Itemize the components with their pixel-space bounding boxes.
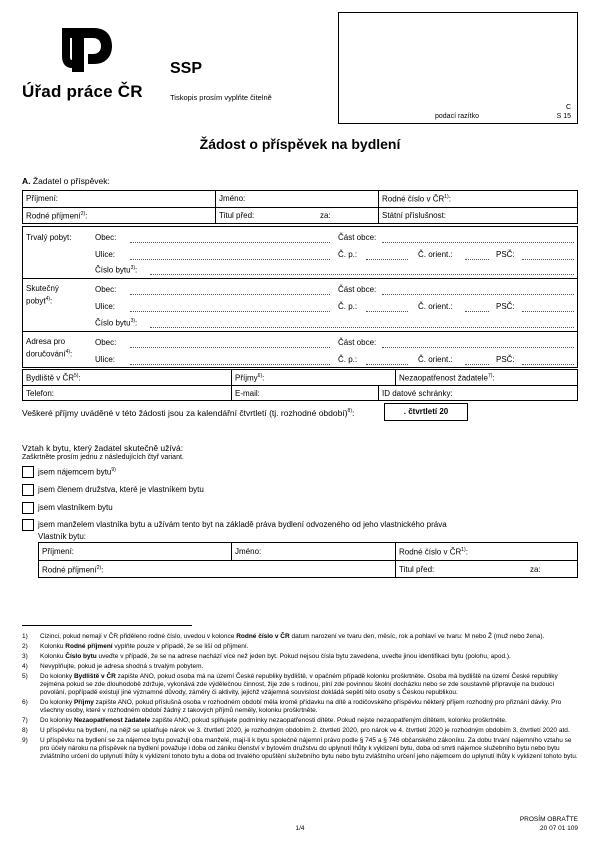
email-field[interactable]: E-mail: xyxy=(235,389,260,398)
city-label: Obec: xyxy=(95,285,117,294)
footnote: 5) Do kolonky Bydliště v ČR zapište ANO, pokud osoba má na území České republiky bydliště, v opačném případě kolonku proškrtněte. Osoba má bydliště na území České republiky zejména pokud se zde dlouhodobě zdržuje, vykonává zde výdělečnou činnost, žije zde s rodinou, plní zde povinnou školní docházku nebo se zde soustavně připravuje na budoucí povolání, popřípadě existují jiné významné důvody, záměry či aktivity, jejichž vzájemná souvislost dokládá sepětí této osoby s Českou republikou. xyxy=(22,673,558,696)
relation-title: Vztah k bytu, který žadatel skutečně užívá: xyxy=(22,443,184,453)
stamp-box xyxy=(338,12,578,124)
co-label: Č. orient.: xyxy=(418,250,453,259)
psc-label: PSČ: xyxy=(496,355,515,364)
option-coop-checkbox[interactable] xyxy=(22,484,34,496)
page-title: Žádost o příspěvek na bydlení xyxy=(199,136,401,152)
street-label: Ulice: xyxy=(95,250,116,259)
footnote: 1) Cizinci, pokud nemají v ČR přiděleno rodné číslo, uvedou v kolonce Rodné číslo v ČR datum narození ve tvaru den, měsíc, rok a pohlaví ve tvaru: M nebo Ž (muž nebo žena). xyxy=(22,633,545,640)
actual-address-label: Skutečný pobyt$^{4)}$: xyxy=(26,284,59,306)
co-label: Č. orient.: xyxy=(418,355,453,364)
city-part-label: Část obce: xyxy=(338,285,377,294)
cp-input[interactable] xyxy=(366,311,408,312)
owner-title-before-field[interactable]: Titul před: xyxy=(399,565,435,574)
owner-title-after-field[interactable]: za: xyxy=(530,565,541,574)
option-coop-label: jsem členem družstva, které je vlastníkem bytu xyxy=(38,485,204,494)
footnote: 3) Kolonku Číslo bytu uveďte v případě, že se na adrese nachází více než jeden byt. Pokud nejsou čísla bytu zavedena, uveďte jinou identifikaci bytu (polohu, apod.). xyxy=(22,653,511,660)
flat-number-label: Číslo bytu$^{3)}$: xyxy=(95,265,138,275)
income-period-text: Veškeré příjmy uváděné v této žádosti jsou za kalendářní čtvrtletí (tj. rozhodné období)$^{8)}$: xyxy=(22,408,355,418)
owner-birth-number-field[interactable]: Rodné číslo v ČR$^{1)}$: xyxy=(399,547,468,557)
co-input[interactable] xyxy=(465,259,489,260)
footnote: 8) U příspěvku na bydlení, na nějž se uplatňuje nárok ve 3. čtvrtletí 2020, je rozhodným obdobím 2. čtvrtletí 2020, pro nárok ve 4. čtvrtletí 2020 je rozhodným obdobím 3. čtvrtletí 2020 atd. xyxy=(22,727,570,734)
street-input[interactable] xyxy=(130,259,330,260)
stamp-c: C xyxy=(565,104,571,111)
delivery-address-label: Adresa pro doručování$^{4)}$: xyxy=(26,337,73,359)
psc-input[interactable] xyxy=(522,311,574,312)
city-input[interactable] xyxy=(130,347,330,348)
co-input[interactable] xyxy=(465,311,489,312)
page-number: 1/4 xyxy=(295,825,305,832)
psc-input[interactable] xyxy=(522,259,574,260)
footnote: 4) Nevyplňujte, pokud je adresa shodná s trvalým pobytem. xyxy=(22,663,204,670)
footnote: 2) Kolonku Rodné příjmení vyplňte pouze v případě, že se liší od příjmení. xyxy=(22,643,249,650)
flat-number-input[interactable] xyxy=(150,327,574,328)
street-label: Ulice: xyxy=(95,302,116,311)
option-spouse-checkbox[interactable] xyxy=(22,519,34,531)
flat-number-label: Číslo bytu$^{3)}$: xyxy=(95,318,138,328)
birth-number-field[interactable]: Rodné číslo v ČR$^{1)}$: xyxy=(382,194,451,204)
footnote: 7) Do kolonky Nezaopatřenost žadatele zapište ANO, pokud splňujete podmínky nezaopatřenosti dítěte. Pokud nejste nezaopatřeným dítětem, kolonku proškrtněte. xyxy=(22,717,507,724)
cp-label: Č. p.: xyxy=(338,302,358,311)
section-a-title: A. Žadatel o příspěvek: xyxy=(22,176,110,186)
city-input[interactable] xyxy=(130,294,330,295)
co-input[interactable] xyxy=(465,364,489,365)
city-label: Obec: xyxy=(95,233,117,242)
relation-hint: Zaškrtněte prosím jednu z následujících čtyř variant. xyxy=(22,454,184,461)
citizenship-field[interactable]: Státní příslušnost: xyxy=(382,211,447,220)
living-cz-field[interactable]: Bydliště v ČR$^{5)}$: xyxy=(26,373,81,383)
cp-input[interactable] xyxy=(366,364,408,365)
stamp-label: podací razítko xyxy=(435,113,479,120)
up-cr-logo xyxy=(58,24,114,76)
option-tenant-label: jsem nájemcem bytu$^{9)}$ xyxy=(38,467,116,477)
city-part-input[interactable] xyxy=(382,294,574,295)
form-code: SSP xyxy=(170,60,203,77)
owner-birth-surname-field[interactable]: Rodné příjmení$^{2)}$: xyxy=(42,565,104,575)
street-label: Ulice: xyxy=(95,355,116,364)
footnotes xyxy=(22,633,578,763)
document-number: 20 07 01 109 xyxy=(540,825,578,832)
print-hint: Tiskopis prosím vyplňte čitelně xyxy=(170,93,272,102)
cp-label: Č. p.: xyxy=(338,355,358,364)
cp-label: Č. p.: xyxy=(338,250,358,259)
dependency-field[interactable]: Nezaopatřenost žadatele$^{7)}$: xyxy=(399,373,495,383)
option-tenant-checkbox[interactable] xyxy=(22,466,34,478)
city-part-label: Část obce: xyxy=(338,233,377,242)
footnote: 9) U příspěvku na bydlení se za nájemce bytu považují oba manželé, mají-li k bytu společné nájemní právo podle § 745 a § 746 občanského zákoníku. Za dobu trvání nájemního vztahu se pro účely nároku na příspěvek na bydlení považuje i doba od zániku členství v bytovém družstvu do uplynutí lhůty k vyklizení bytu, doba od smrti nájemce služebního bytu nebo bytu zvláštního určení do uplynutí lhůty k vyklizení tohoto bytu a doba od trvalého opuštění služebního bytu nebo bytu zvláštního určení jeho nájemcem do uplynutí lhůty k vyklizení tohoto bytu. xyxy=(22,737,578,760)
city-input[interactable] xyxy=(130,242,330,243)
birth-surname-field[interactable]: Rodné příjmení$^{2)}$: xyxy=(26,211,88,221)
owner-name-field[interactable]: Jméno: xyxy=(235,547,262,556)
owner-title: Vlastník bytu: xyxy=(38,532,87,541)
option-spouse-label: jsem manželem vlastníka bytu a užívám tento byt na základě práva bydlení odvozeného od jeho vlastnického práva xyxy=(38,520,447,529)
agency-name: Úřad práce ČR xyxy=(22,82,143,101)
stamp-code: S 15 xyxy=(556,113,571,120)
street-input[interactable] xyxy=(130,311,330,312)
income-field[interactable]: Příjmy$^{6)}$: xyxy=(235,373,265,383)
cp-input[interactable] xyxy=(366,259,408,260)
city-label: Obec: xyxy=(95,338,117,347)
owner-surname-field[interactable]: Příjmení: xyxy=(42,547,75,556)
psc-input[interactable] xyxy=(522,364,574,365)
title-before-field[interactable]: Titul před: xyxy=(219,211,255,220)
city-part-input[interactable] xyxy=(382,242,574,243)
name-field[interactable]: Jméno: xyxy=(219,194,246,203)
option-owner-label: jsem vlastníkem bytu xyxy=(38,503,113,512)
quarter-input[interactable]: . čtvrtletí 20 xyxy=(384,403,468,421)
street-input[interactable] xyxy=(130,364,330,365)
flat-number-input[interactable] xyxy=(150,274,574,275)
footnote: 6) Do kolonky Příjmy zapište ANO, pokud příslušná osoba v rozhodném období měla kromě přídavku na dítě a rodičovského příspěvku některý příjem rozhodný pro přiznání dávky. Pro všechny osoby, které v rozhodném období žádný z takových příjmů neměly, kolonku proškrtněte. xyxy=(22,699,562,714)
title-after-field[interactable]: za: xyxy=(320,211,331,220)
city-part-label: Část obce: xyxy=(338,338,377,347)
co-label: Č. orient.: xyxy=(418,302,453,311)
footnote-divider xyxy=(22,625,192,626)
permanent-address-label: Trvalý pobyt: xyxy=(26,233,72,242)
option-owner-checkbox[interactable] xyxy=(22,502,34,514)
psc-label: PSČ: xyxy=(496,250,515,259)
phone-field[interactable]: Telefon: xyxy=(26,389,55,398)
databox-field[interactable]: ID datové schránky: xyxy=(382,389,453,398)
turn-over-note: PROSÍM OBRAŤTE xyxy=(519,816,578,823)
psc-label: PSČ: xyxy=(496,302,515,311)
surname-field[interactable]: Příjmení: xyxy=(26,194,59,203)
city-part-input[interactable] xyxy=(382,347,574,348)
